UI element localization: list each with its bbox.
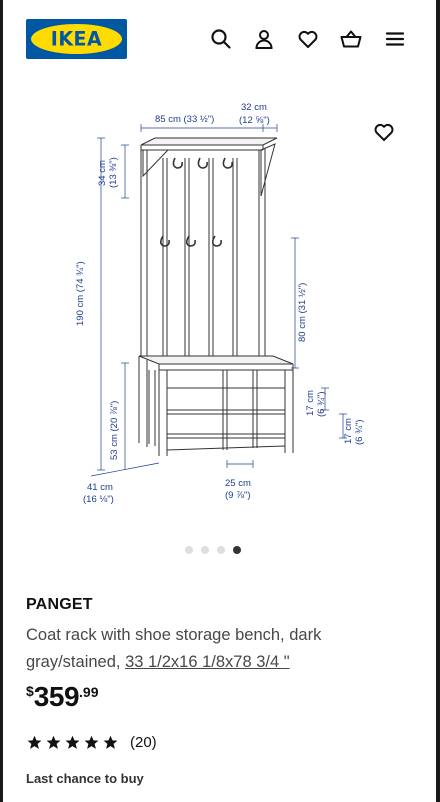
price-currency: $ <box>26 683 34 699</box>
product-dimensions-link[interactable]: 33 1/2x16 1/8x78 3/4 " <box>125 653 290 671</box>
dim-shelf1-in-label: (6 ¾") <box>316 391 327 417</box>
product-summary <box>26 596 420 676</box>
dim-bench-depth-cm-label: 41 cm <box>87 482 113 493</box>
dim-shelf2-cm-label: 17 cm <box>343 418 354 444</box>
product-description-text: Coat rack with shoe storage bench, dark gray/stained, <box>26 626 322 671</box>
site-header <box>3 0 436 80</box>
dim-hook-height-cm-label: 34 cm <box>97 160 108 186</box>
star-icon <box>102 734 119 751</box>
dim-bench-height-label: 53 cm (20 ⅞") <box>109 400 120 460</box>
heart-icon[interactable] <box>296 27 320 51</box>
dim-cubby-width-cm-label: 25 cm <box>225 478 251 489</box>
star-icon <box>45 734 62 751</box>
star-icon <box>26 734 43 751</box>
ikea-logo[interactable] <box>26 19 127 59</box>
price-decimal: .99 <box>79 684 99 700</box>
availability-note: Last chance to buy <box>26 771 144 786</box>
gallery-dot-active[interactable] <box>233 546 241 554</box>
gallery-dot[interactable] <box>217 546 225 554</box>
dim-height-label: 190 cm (74 ¾") <box>75 261 86 326</box>
dim-depth-top-in-label: (12 ⅝") <box>239 115 270 126</box>
dim-shelf1-cm-label: 17 cm <box>305 390 316 416</box>
window-frame-right <box>436 0 440 802</box>
logo-text: IKEA <box>50 27 103 51</box>
gallery-dot[interactable] <box>185 546 193 554</box>
dim-cubby-width-in-label: (9 ⅞") <box>225 490 251 501</box>
star-icon <box>64 734 81 751</box>
star-icon <box>83 734 100 751</box>
price-integer: 359 <box>33 681 80 712</box>
search-icon[interactable] <box>209 27 233 51</box>
product-price <box>26 681 98 713</box>
user-icon[interactable] <box>252 27 276 51</box>
product-description <box>26 622 420 676</box>
basket-icon[interactable] <box>339 27 363 51</box>
gallery-pagination <box>185 546 241 554</box>
gallery-dot[interactable] <box>201 546 209 554</box>
review-count: (20) <box>130 734 157 751</box>
dim-shelf2-in-label: (6 ¾") <box>354 419 365 445</box>
logo-oval <box>31 24 122 54</box>
product-dimension-diagram <box>63 98 383 518</box>
dim-bench-depth-in-label: (16 ⅛") <box>83 494 114 505</box>
dim-width-label: 85 cm (33 ½") <box>155 114 215 125</box>
product-rating[interactable] <box>26 734 157 751</box>
product-name: PANGET <box>26 596 93 613</box>
menu-icon[interactable] <box>383 27 407 51</box>
dim-hook-height-in-label: (13 ⅜") <box>108 157 119 188</box>
product-image-gallery[interactable] <box>3 80 436 570</box>
dim-mid-height-label: 80 cm (31 ½") <box>297 282 308 342</box>
dim-depth-top-cm-label: 32 cm <box>241 102 267 113</box>
